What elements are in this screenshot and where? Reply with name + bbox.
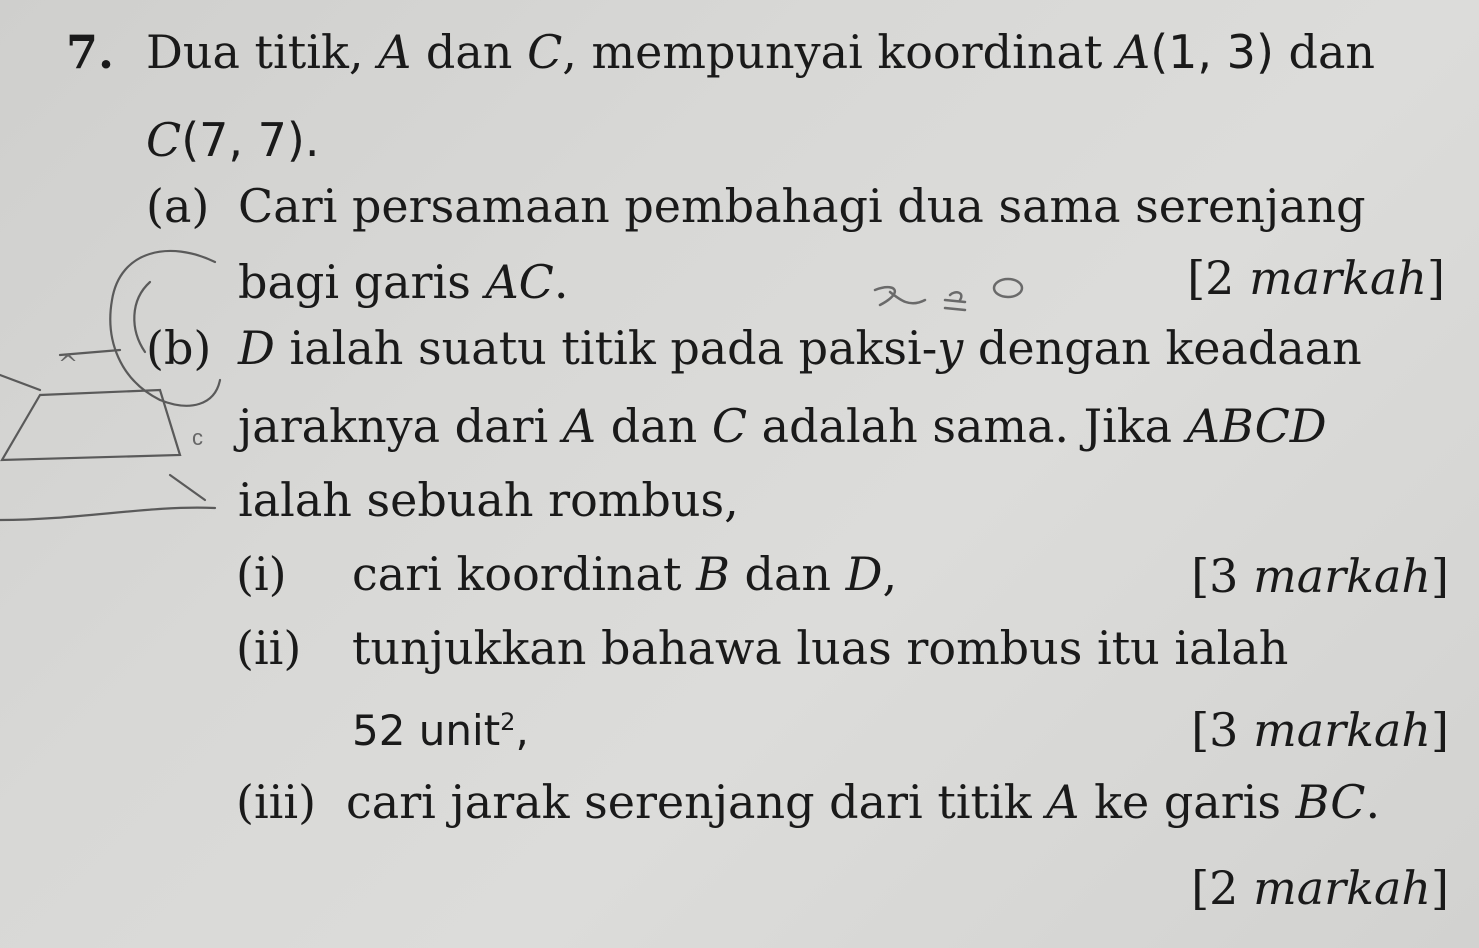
handwritten-x-equals-zero [875,279,1022,310]
sketch-line-1 [0,508,215,520]
part-b-line-3: ialah sebuah rombus, [238,473,739,527]
part-b-ii-label: (ii) [236,621,302,675]
part-a-text-2: bagi garis AC. [238,255,569,309]
handwritten-c-mark: c [192,425,203,450]
part-b-label: (b) [146,321,212,375]
part-b-iii-text: cari jarak serenjang dari titik A ke garis BC. [346,775,1381,829]
part-a-marks: [2 markah] [1187,251,1445,305]
handwritten-a-mark: ^ [58,350,79,378]
sketch-line-3 [0,375,40,390]
part-b-iii-marks: [2 markah] [1191,861,1449,915]
part-b-line-2: jaraknya dari A dan C adalah sama. Jika ABCD [238,399,1327,453]
sketch-line-2 [170,475,205,500]
part-b-i-text: cari koordinat B dan D, [352,547,898,601]
part-b-iii-label: (iii) [236,775,317,829]
question-number: 7. [66,25,115,79]
part-b-ii-area: 52 unit$^2$, [352,706,529,755]
part-b-i-marks: [3 markah] [1191,549,1449,603]
question-intro-cont: C(7, 7). [146,113,320,167]
part-b-ii-marks: [3 markah] [1191,703,1449,757]
part-a-text: Cari persamaan pembahagi dua sama serenjang [238,179,1366,233]
part-b-line-1: D ialah suatu titik pada paksi-y dengan keadaan [238,321,1362,375]
part-b-ii-text: tunjukkan bahawa luas rombus itu ialah [352,621,1289,675]
part-a-label: (a) [146,179,210,233]
question-intro: Dua titik, A dan C, mempunyai koordinat A(1, 3) dan [146,25,1376,79]
part-b-i-label: (i) [236,547,287,601]
